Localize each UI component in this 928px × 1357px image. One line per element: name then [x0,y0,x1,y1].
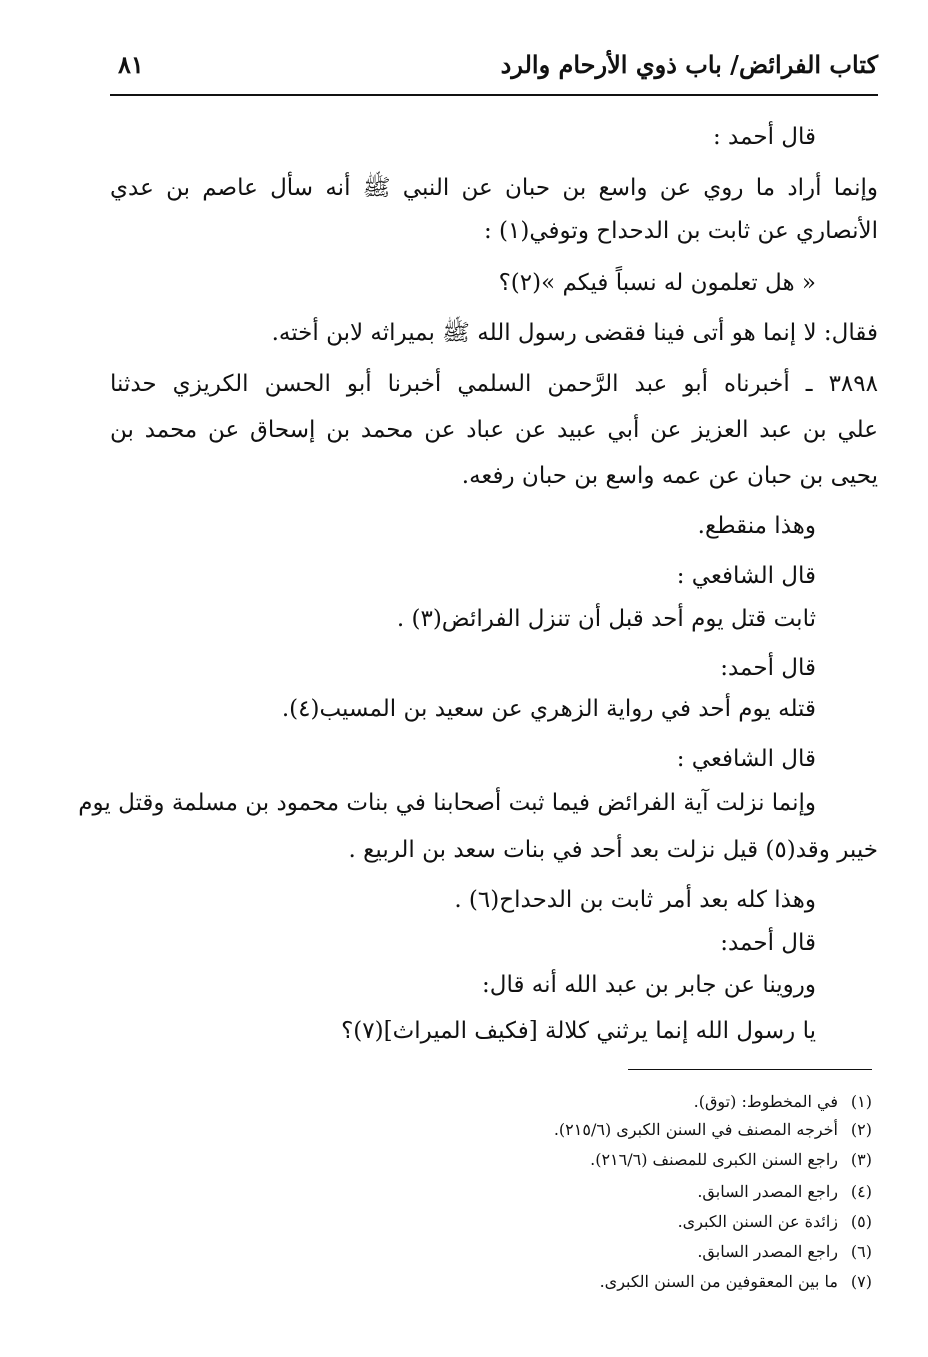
text-line: قال أحمد: [720,655,816,681]
footnote-number: (٣) [850,1150,872,1169]
text-line: قال الشافعي : [676,563,816,589]
text-line: « هل تعلمون له نسباً فيكم »(٢)؟ [498,270,816,296]
page-number: ٨١ [118,50,144,79]
chapter-title: كتاب الفرائض/ باب ذوي الأرحام والرد [500,50,878,79]
footnote [110,1090,872,1114]
text-line: وإنما نزلت آية الفرائض فيما ثبت أصحابنا في بنات محمود بن مسلمة وقتل يوم [78,790,816,816]
footnote-text: راجع المصدر السابق. [697,1242,838,1261]
text-line: يا رسول الله إنما يرثني كلالة [فكيف الميراث](٧)؟ [341,1018,816,1044]
text-line: قال أحمد : [712,124,816,150]
footnote-text: راجع المصدر السابق. [697,1182,838,1201]
running-header [110,44,878,96]
text-line: قتله يوم أحد في رواية الزهري عن سعيد بن المسيب(٤). [281,696,816,722]
footnote-text: راجع السنن الكبرى للمصنف (٢١٦/٦). [590,1150,838,1169]
text-line: وإنما أراد ما روي عن واسع بن حبان عن النبي ﷺ أنه سأل عاصم بن عدي [110,175,878,201]
text-line: وروينا عن جابر بن عبد الله أنه قال: [482,972,816,998]
footnote [110,1240,872,1264]
text-line: قال أحمد: [720,930,816,956]
footnote-number: (١) [850,1092,872,1111]
footnote [110,1210,872,1234]
text-line: يحيى بن حبان عن عمه واسع بن حبان رفعه. [461,463,878,489]
footnote [110,1270,872,1294]
text-line: ثابت قتل يوم أحد قبل أن تنزل الفرائض(٣) . [396,606,816,632]
text-line: خيبر وقد(٥) قيل نزلت بعد أحد في بنات سعد بن الربيع . [348,837,878,863]
hadith-number-line: ٣٨٩٨ ـ أخبرناه أبو عبد الرَّحمن السلمي أخبرنا أبو الحسن الكريزي حدثنا [110,371,878,397]
footnote-number: (٧) [850,1272,872,1291]
text-line: قال الشافعي : [676,746,816,772]
footnote-separator [628,1069,872,1070]
footnote [110,1118,872,1142]
footnote-text: ما بين المعقوفين من السنن الكبرى. [599,1272,838,1291]
text-line: الأنصاري عن ثابت بن الدحداح وتوفي(١) : [484,218,878,244]
footnote-text: أخرجه المصنف في السنن الكبرى (٢١٥/٦). [553,1120,838,1139]
footnote-number: (٢) [850,1120,872,1139]
text-line: فقال: لا إنما هو أتى فينا فقضى رسول الله ﷺ بميراثه لابن أخته. [271,320,878,346]
footnote-number: (٤) [850,1182,872,1201]
footnote-number: (٦) [850,1242,872,1261]
text-line: وهذا كله بعد أمر ثابت بن الدحداح(٦) . [454,887,816,913]
text-line: وهذا منقطع. [697,513,816,539]
footnote [110,1148,872,1172]
footnote-number: (٥) [850,1212,872,1231]
footnote-text: في المخطوط: (توق). [693,1092,838,1111]
footnote-text: زائدة عن السنن الكبرى. [677,1212,838,1231]
text-line: علي بن عبد العزيز عن أبي عبيد عن عباد عن محمد بن إسحاق عن محمد بن [110,417,878,443]
footnote [110,1180,872,1204]
